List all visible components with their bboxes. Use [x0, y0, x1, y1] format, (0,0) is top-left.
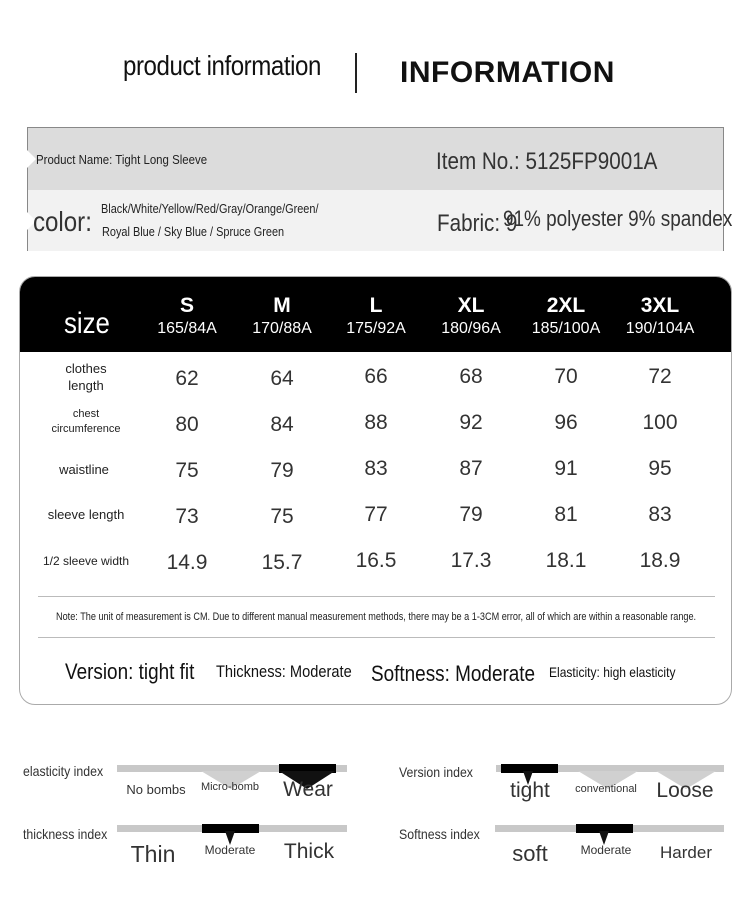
size-spec: 165/84A	[157, 320, 217, 337]
row-label-line: length	[68, 378, 104, 393]
version-option: conventional	[575, 783, 637, 795]
table-cell: 70	[554, 365, 578, 388]
version-attribute: Version: tight fit	[65, 659, 195, 684]
table-cell: 75	[175, 459, 199, 482]
information-title: INFORMATION	[400, 56, 615, 89]
table-separator	[38, 596, 715, 597]
table-cell: 75	[270, 505, 294, 528]
thickness-index-label: thickness index	[23, 826, 108, 842]
version-index-label: Version index	[399, 764, 473, 780]
fabric-label: Fabric: 9	[437, 210, 518, 237]
row-label-sleeve-length: sleeve length	[47, 507, 125, 522]
table-cell: 83	[364, 457, 388, 480]
table-cell: 68	[459, 365, 483, 388]
size-spec: 175/92A	[346, 320, 406, 337]
info-notch	[27, 150, 36, 168]
row-label-half-sleeve-width: 1/2 sleeve width	[42, 554, 130, 568]
size-column-xl	[426, 277, 516, 338]
table-cell: 18.9	[639, 549, 681, 572]
thickness-attribute: Thickness: Moderate	[216, 662, 352, 681]
version-option: Loose	[656, 779, 714, 802]
softness-index-label: Softness index	[399, 826, 480, 842]
table-cell: 17.3	[450, 549, 492, 572]
table-cell: 96	[554, 411, 578, 434]
item-number: Item No.: 5125FP9001A	[436, 148, 658, 175]
table-cell: 77	[364, 503, 388, 526]
size-spec: 185/100A	[531, 320, 601, 337]
color-list-line2: Royal Blue / Sky Blue / Spruce Green	[102, 224, 285, 239]
thickness-option: Moderate	[204, 843, 256, 857]
table-cell: 79	[459, 503, 483, 526]
softness-attribute: Softness: Moderate	[371, 661, 536, 686]
size-table	[19, 276, 732, 705]
size-column-3xl	[615, 277, 705, 338]
size-name: 3XL	[640, 294, 680, 317]
product-name: Product Name: Tight Long Sleeve	[36, 152, 208, 167]
table-cell: 14.9	[166, 551, 208, 574]
table-cell: 73	[175, 505, 199, 528]
table-cell: 18.1	[545, 549, 587, 572]
table-cell: 79	[270, 459, 294, 482]
size-spec: 170/88A	[252, 320, 312, 337]
elasticity-option: Wear	[283, 778, 333, 801]
table-cell: 80	[175, 413, 199, 436]
softness-option: soft	[512, 841, 548, 866]
size-header-label: size	[64, 307, 110, 340]
row-label-waistline: waistline	[59, 462, 109, 477]
row-label-line: clothes	[65, 361, 107, 376]
size-column-l	[331, 277, 421, 338]
header-divider	[355, 53, 357, 93]
size-name: M	[273, 294, 291, 317]
table-cell: 92	[459, 411, 483, 434]
softness-option: Moderate	[580, 843, 632, 857]
size-spec: 190/104A	[625, 320, 695, 337]
table-cell: 72	[648, 365, 672, 388]
elasticity-index-label: elasticity index	[23, 763, 104, 779]
thickness-option: Thin	[130, 841, 176, 867]
row-label-line: circumference	[51, 423, 121, 435]
table-cell: 87	[459, 457, 483, 480]
table-cell: 91	[554, 457, 578, 480]
size-column-m	[237, 277, 327, 338]
product-info-box	[27, 127, 733, 251]
size-spec: 180/96A	[441, 320, 501, 337]
measurement-note: Note: The unit of measurement is CM. Due to different manual measurement methods, there may be a 1-3CM error, all of which are within a reasonable range.	[56, 611, 697, 623]
size-column-s	[142, 277, 232, 338]
size-name: 2XL	[546, 294, 586, 317]
table-cell: 81	[554, 503, 578, 526]
thickness-option: Thick	[283, 840, 335, 863]
elasticity-option: Micro-bomb	[200, 781, 260, 793]
elasticity-option: No bombs	[126, 782, 186, 797]
size-column-2xl	[521, 277, 611, 338]
color-label: color:	[33, 206, 92, 237]
elasticity-attribute: Elasticity: high elasticity	[549, 664, 676, 680]
table-cell: 84	[270, 413, 294, 436]
table-separator	[38, 637, 715, 638]
table-cell: 100	[642, 411, 678, 434]
version-option: tight	[510, 779, 550, 802]
size-name: XL	[457, 294, 485, 317]
table-cell: 95	[648, 457, 672, 480]
table-cell: 16.5	[355, 549, 397, 572]
table-cell: 64	[270, 367, 294, 390]
size-name: L	[369, 294, 383, 317]
table-cell: 62	[175, 367, 199, 390]
color-list-line1: Black/White/Yellow/Red/Gray/Orange/Green/	[101, 201, 319, 216]
row-label-chest	[26, 407, 146, 437]
table-cell: 83	[648, 503, 672, 526]
table-cell: 66	[364, 365, 388, 388]
row-label-clothes-length	[26, 360, 146, 394]
product-information-title: product information	[123, 50, 321, 81]
table-cell: 15.7	[261, 551, 303, 574]
fabric-value: 91% polyester 9% spandex	[503, 206, 733, 231]
size-name: S	[179, 294, 194, 317]
softness-option: Harder	[660, 843, 712, 862]
size-table-header	[20, 277, 731, 352]
row-label-line: chest	[72, 408, 100, 420]
table-cell: 88	[364, 411, 388, 434]
